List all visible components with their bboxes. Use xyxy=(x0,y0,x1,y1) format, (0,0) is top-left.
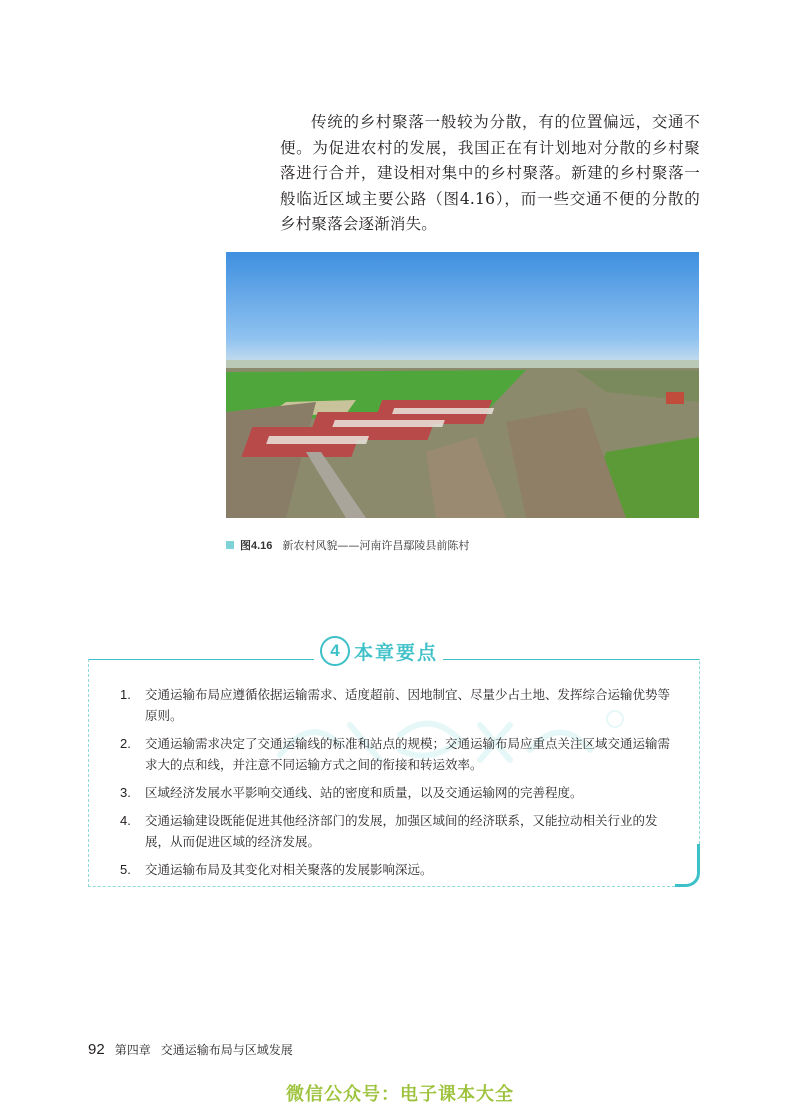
chapter-label: 第四章 xyxy=(114,1043,151,1057)
list-item: 4. 交通运输建设既能促进其他经济部门的发展，加强区域间的经济联系，又能拉动相关行业的发展，从而促进区域的经济发展。 xyxy=(120,813,658,849)
figure-number: 图4.16 xyxy=(240,540,273,552)
wechat-banner: 微信公众号：电子课本大全 xyxy=(286,1084,514,1105)
list-item: 1. 交通运输布局应遵循依据运输需求、适度超前、因地制宜、尽量少占土地、发挥综合运输优势等原则。 xyxy=(120,687,671,723)
summary-points-list xyxy=(120,684,680,887)
figure-caption-text: 新农村风貌——河南许昌鄢陵县前陈村 xyxy=(282,539,470,552)
summary-title: 本章要点 xyxy=(354,642,439,664)
figure-caption xyxy=(226,537,469,553)
chapter-title: 交通运输布局与区域发展 xyxy=(160,1043,293,1057)
list-item: 2. 交通运输需求决定了交通运输线的标准和站点的规模；交通运输布局应重点关注区域交通运输需求大的点和线，并注意不同运输方式之间的衔接和转运效率。 xyxy=(120,736,671,772)
chapter-badge: 4 xyxy=(320,636,350,666)
village-aerial-photo xyxy=(226,252,699,518)
caption-marker-icon xyxy=(226,541,234,549)
list-item: 3. 区域经济发展水平影响交通线、站的密度和质量，以及交通运输网的完善程度。 xyxy=(120,785,583,800)
page-footer xyxy=(88,1041,293,1058)
list-item: 5. 交通运输布局及其变化对相关聚落的发展影响深远。 xyxy=(120,862,433,877)
intro-paragraph: 传统的乡村聚落一般较为分散，有的位置偏远，交通不便。为促进农村的发展，我国正在有计划地对分散的乡村聚落进行合并，建设相对集中的乡村聚落。新建的乡村聚落一般临近区域主要公路（图4.16），而一些交通不便的分散的乡村聚落会逐渐消失。 xyxy=(280,113,700,233)
page-number: 92 xyxy=(88,1041,105,1058)
